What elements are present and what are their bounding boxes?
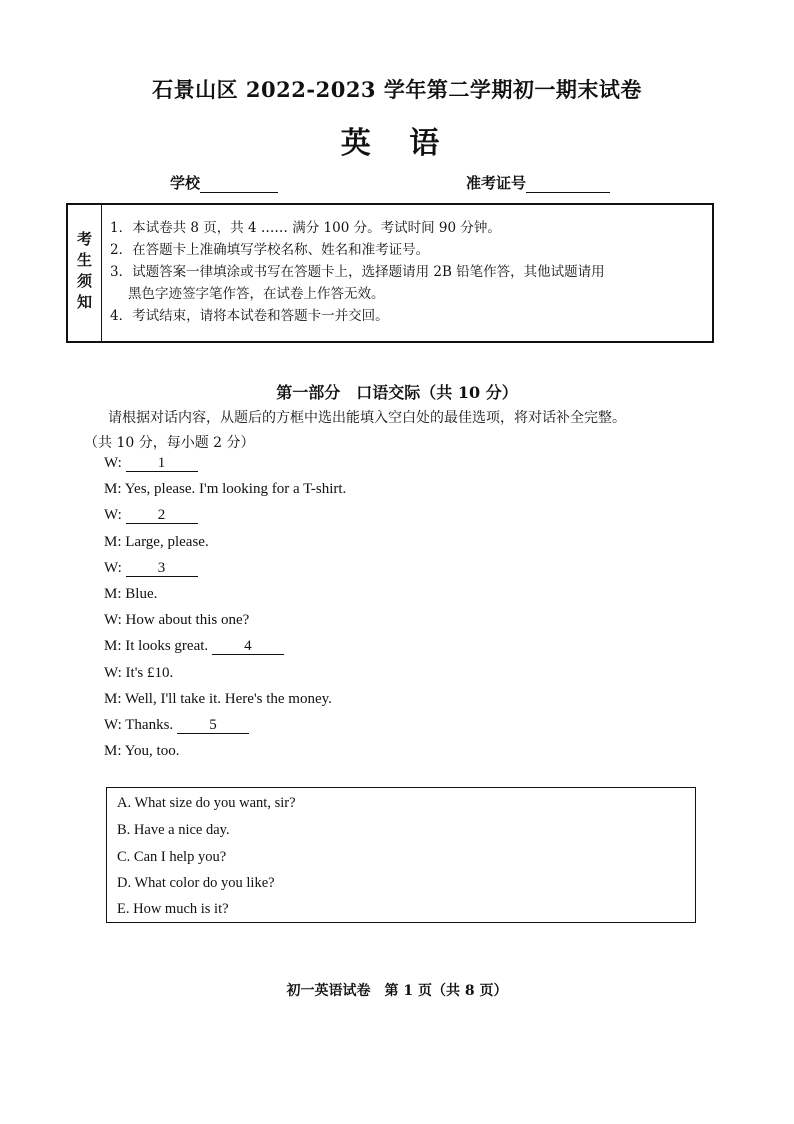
option-b: B. Have a nice day. [117, 822, 230, 838]
exam-title: 石景山区 2022-2023 学年第二学期初一期末试卷 [152, 77, 642, 102]
dialog-text: How about this one? [125, 612, 250, 629]
subject-title: 英 语 [340, 126, 454, 161]
dialog-line [104, 478, 346, 504]
notice-item: 2．在答题卡上准确填写学校名称、姓名和准考证号。 [110, 242, 430, 258]
dialog-text: Well, I'll take it. Here's the money. [125, 690, 332, 707]
speaker-label: M: [104, 533, 122, 550]
speaker-label: W: [104, 507, 122, 524]
notice-item: 3．试题答案一律填涂或书写在答题卡上，选择题请用 2B 铅笔作答，其他试题请用 [110, 264, 605, 280]
page-footer: 初一英语试卷 第 1 页（共 8 页） [286, 983, 508, 999]
section-instruction [84, 406, 724, 456]
instruction-line: （共 10 分，每小题 2 分） [84, 435, 255, 451]
school-field [170, 172, 278, 193]
dialog-line [104, 583, 346, 609]
dialog-line [104, 662, 346, 688]
answer-blank: 1 [126, 455, 198, 472]
dialog-line [104, 531, 346, 557]
section-title: 第一部分 口语交际（共 10 分） [276, 383, 518, 402]
dialog [104, 452, 346, 766]
notice-item: 4．考试结束，请将本试卷和答题卡一并交回。 [110, 308, 389, 324]
dialog-line [104, 740, 346, 766]
speaker-label: W: [104, 559, 122, 576]
options-box [106, 787, 696, 923]
notice-heading-cell [68, 205, 102, 341]
speaker-label: M: [104, 585, 122, 602]
option-d: D. What color do you like? [117, 875, 275, 891]
notice-box [66, 203, 714, 343]
dialog-line [104, 609, 346, 635]
exam-id-blank [526, 176, 610, 193]
speaker-label: M: [104, 638, 122, 655]
dialog-text: Yes, please. I'm looking for a T-shirt. [124, 481, 347, 498]
dialog-line [104, 452, 346, 478]
school-label: 学校 [170, 174, 201, 192]
speaker-label: M: [104, 481, 122, 498]
answer-blank: 4 [212, 638, 284, 655]
dialog-line [104, 688, 346, 714]
notice-item: 1．本试卷共 8 页，共 4 …… 满分 100 分。考试时间 90 分钟。 [110, 220, 501, 236]
answer-blank: 3 [126, 560, 198, 577]
dialog-line [104, 504, 346, 530]
option-e: E. How much is it? [117, 901, 229, 917]
dialog-text: It's £10. [125, 664, 174, 681]
notice-item-continued: 黑色字迹签字笔作答，在试卷上作答无效。 [128, 286, 385, 302]
dialog-text: Thanks. [125, 716, 174, 733]
speaker-label: M: [104, 743, 122, 760]
dialog-text: Large, please. [125, 533, 209, 550]
speaker-label: W: [104, 612, 122, 629]
school-blank [200, 176, 278, 193]
dialog-line [104, 635, 346, 661]
dialog-text: Blue. [125, 585, 158, 602]
dialog-text: You, too. [124, 743, 180, 760]
notice-heading: 考生须知 [75, 231, 93, 315]
instruction-line: 请根据对话内容，从题后的方框中选出能填入空白处的最佳选项，将对话补全完整。 [108, 410, 626, 426]
dialog-line [104, 557, 346, 583]
option-c: C. Can I help you? [117, 849, 227, 865]
notice-list [110, 217, 706, 327]
speaker-label: M: [104, 690, 122, 707]
speaker-label: W: [104, 716, 122, 733]
answer-blank: 5 [177, 717, 249, 734]
dialog-text: It looks great. [125, 638, 209, 655]
speaker-label: W: [104, 455, 122, 471]
exam-id-label: 准考证号 [466, 174, 527, 192]
dialog-line [104, 714, 346, 740]
exam-id-field [466, 172, 610, 193]
option-a: A. What size do you want, sir? [117, 795, 296, 811]
answer-blank: 2 [126, 507, 198, 524]
speaker-label: W: [104, 664, 122, 681]
